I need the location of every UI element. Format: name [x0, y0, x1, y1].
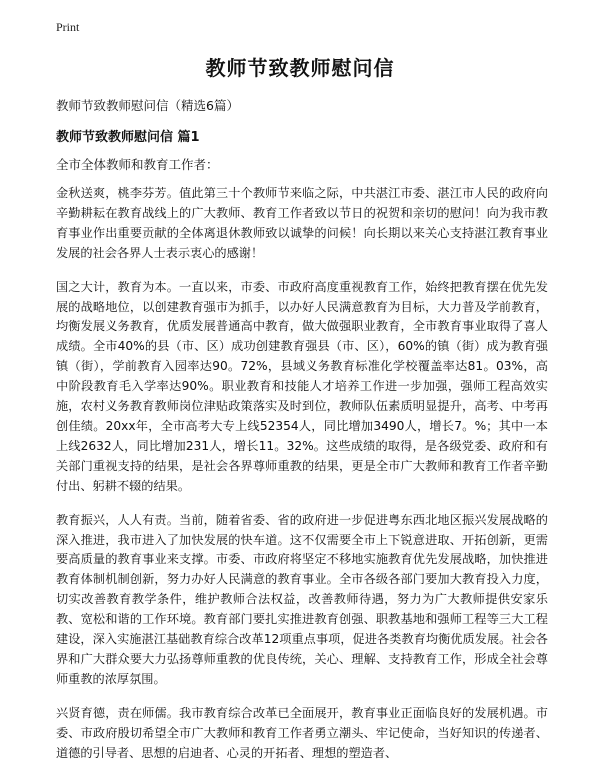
section-heading: 教师节致教师慰问信 篇1: [56, 130, 200, 145]
document-subtitle: 教师节致教师慰问信（精选6篇）: [56, 98, 239, 113]
body-paragraph-4: 兴贤育德，责在师儒。我市教育综合改革已全面展开，教育事业正面临良好的发展机遇。市委、市政府殷切希望全市广大教师和教育工作者勇立潮头、牢记使命，当好知识的传递者、道德的引导者、思想的启迪者、心灵的开拓者、理想的塑造者、: [56, 705, 548, 760]
letter-greeting: 全市全体教师和教育工作者：: [56, 157, 219, 172]
body-paragraph-2: 国之大计，教育为本。一直以来，市委、市政府高度重视教育工作，始终把教育摆在优先发展的战略地位，以创建教育强市为抓手，以办好人民满意教育为目标，大力普及学前教育，均衡发展义务教育，优质发展普通高中教育，做大做强职业教育，全市教育事业取得了喜人成绩。全市40%的县（市、区）成功创建教育强县（市、区），60%的镇（街）成为教育强镇（街），学前教育入园率达90。72%，县域义务教育标准化学校覆盖率达81。03%，高中阶段教育毛入学率达90%。职业教育和技能人才培养工作进一步加强，强师工程高效实施，农村义务教育教师岗位津贴政策落实及时到位，教师队伍素质明显提升，高考、中考再创佳绩。20xx年，全市高考大专上线52354人，同比增加3490人，增长7。%；其中一本上线2632人，同比增加231人，增长11。32%。这些成绩的取得，是各级党委、政府和有关部门重视支持的结果，是社会各界尊师重教的结果，更是全市广大教师和教育工作者辛勤付出、躬耕不辍的结果。: [56, 279, 548, 493]
body-paragraph-1: 金秋送爽，桃李芬芳。值此第三十个教师节来临之际，中共湛江市委、湛江市人民的政府向辛勤耕耘在教育战线上的广大教师、教育工作者致以节日的祝贺和亲切的慰问！向为我市教育事业作出重要贡献的全体离退休教师致以诚挚的问候！向长期以来关心支持湛江教育事业发展的社会各界人士表示衷心的感谢！: [56, 186, 548, 260]
page-title: 教师节致教师慰问信: [205, 56, 395, 80]
letter-body: [56, 184, 548, 777]
body-paragraph-3: 教育振兴，人人有责。当前，随着省委、省的政府进一步促进粤东西北地区振兴发展战略的深入推进，我市进入了加快发展的快车道。这不仅需要全市上下锐意进取、开拓创新，更需要高质量的教育事业来支撑。市委、市政府将坚定不移地实施教育优先发展战略，加快推进教育体制机制创新，努力办好人民满意的教育事业。全市各级各部门要加大教育投入力度，切实改善教育教学条件，维护教师合法权益，改善教师待遇，努力为广大教师提供安家乐教、宽松和谐的工作环境。教育部门要扎实推进教育创强、职教基地和强师工程等三大工程建设，深入实施湛江基础教育综合改革12项重点事项，促进各类教育均衡优质发展。社会各界和广大群众要大力弘扬尊师重教的优良传统，关心、理解、支持教育工作，形成全社会尊师重教的浓厚氛围。: [56, 512, 548, 686]
print-link[interactable]: Print: [56, 20, 80, 34]
